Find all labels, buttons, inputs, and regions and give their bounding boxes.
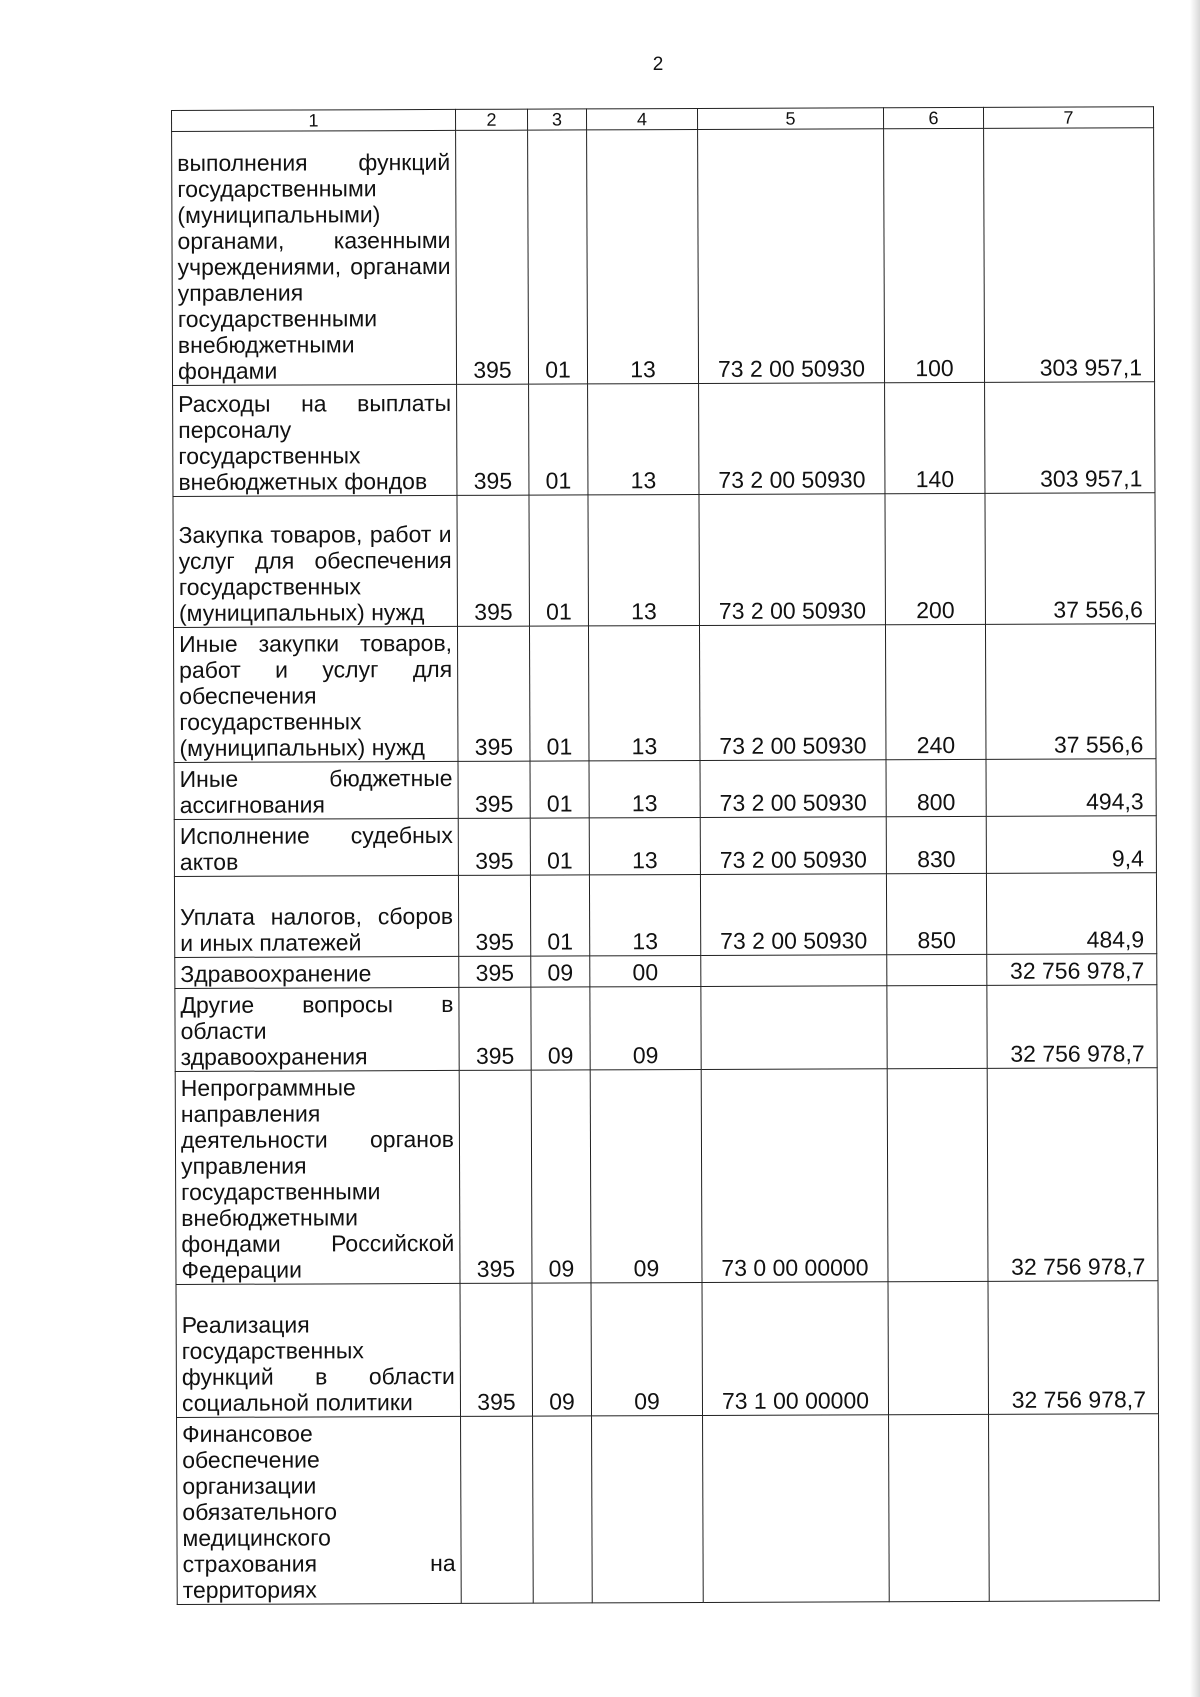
row-name: Исполнение судебных актов (174, 818, 458, 876)
cell-section: 01 (529, 626, 589, 761)
cell-subsection: 09 (591, 1282, 703, 1415)
row-name: Иные закупки товаров, работ и услуг для обеспечения государственных (муниципальных) нужд (173, 626, 458, 762)
cell-code (461, 1416, 534, 1603)
cell-expense-type: 850 (886, 873, 986, 954)
table-row (174, 873, 1156, 958)
table-row (173, 624, 1156, 763)
cell-target-article: 73 2 00 50930 (700, 874, 886, 956)
cell-amount: 32 756 978,7 (987, 954, 1157, 986)
cell-amount: 37 556,6 (985, 493, 1156, 625)
cell-target-article: 73 2 00 50930 (700, 817, 886, 875)
table-row (173, 382, 1155, 497)
cell-subsection: 13 (588, 625, 700, 760)
cell-section: 09 (531, 1070, 591, 1283)
cell-expense-type: 200 (885, 493, 986, 624)
cell-expense-type: 140 (885, 382, 985, 493)
cell-target-article: 73 2 00 50930 (700, 760, 886, 818)
cell-code: 395 (459, 956, 531, 987)
cell-amount: 9,4 (986, 816, 1156, 874)
table-row (174, 816, 1156, 877)
row-name: Закупка товаров, работ и услуг для обеспечения государственных (муниципальных) нужд (173, 495, 458, 627)
cell-target-article (701, 986, 887, 1070)
row-name: Реализация государственных функций в области социальной политики (176, 1283, 461, 1417)
row-name: Иные бюджетные ассигнования (174, 761, 458, 819)
column-header: 1 (172, 109, 456, 131)
table-row (174, 759, 1156, 820)
cell-expense-type: 240 (885, 624, 986, 759)
table-row (175, 1068, 1158, 1285)
cell-section: 01 (530, 875, 589, 956)
cell-amount: 32 756 978,7 (988, 1281, 1159, 1415)
cell-section: 01 (530, 818, 589, 875)
cell-subsection: 13 (588, 494, 700, 625)
cell-code: 395 (459, 1070, 532, 1283)
cell-section: 01 (529, 384, 588, 495)
cell-subsection: 13 (589, 817, 700, 874)
table-row (175, 985, 1157, 1072)
cell-code: 395 (457, 626, 530, 761)
cell-section: 01 (529, 495, 589, 626)
cell-amount (989, 1414, 1160, 1602)
cell-code: 395 (457, 384, 529, 495)
cell-subsection: 13 (588, 383, 699, 494)
cell-section: 01 (528, 130, 588, 384)
table-body (172, 107, 1160, 1605)
cell-expense-type (887, 985, 987, 1068)
cell-subsection (592, 1415, 704, 1602)
cell-code: 395 (458, 761, 530, 818)
cell-amount: 494,3 (986, 759, 1156, 817)
column-header: 2 (455, 109, 527, 130)
row-name: Уплата налогов, сборов и иных платежей (174, 875, 458, 957)
cell-expense-type (888, 1281, 989, 1414)
cell-expense-type: 830 (886, 816, 986, 873)
row-name: Здравоохранение (175, 956, 459, 988)
cell-subsection: 13 (589, 760, 700, 817)
cell-code: 395 (458, 875, 530, 956)
cell-target-article (701, 955, 887, 987)
cell-code: 395 (458, 818, 530, 875)
column-header: 7 (983, 107, 1153, 129)
row-name: Другие вопросы в области здравоохранения (175, 987, 459, 1071)
budget-table (171, 106, 1160, 1605)
column-header: 5 (697, 108, 883, 130)
cell-subsection: 13 (589, 874, 700, 955)
table-row (172, 128, 1155, 386)
cell-amount: 303 957,1 (985, 382, 1155, 494)
cell-target-article: 73 2 00 50930 (699, 625, 886, 761)
row-name: Расходы на выплаты персоналу государственных внебюджетных фондов (173, 384, 457, 496)
cell-expense-type (889, 1414, 990, 1601)
column-header: 6 (883, 107, 983, 128)
column-header: 3 (527, 109, 586, 130)
cell-target-article: 73 2 00 50930 (699, 383, 885, 495)
cell-section: 09 (531, 987, 590, 1070)
cell-expense-type: 800 (886, 759, 986, 816)
page-number: 2 (652, 54, 664, 75)
cell-amount: 484,9 (986, 873, 1156, 955)
table-row (175, 954, 1157, 989)
cell-subsection: 09 (590, 1069, 702, 1282)
cell-subsection: 13 (587, 129, 699, 383)
cell-code: 395 (459, 987, 531, 1070)
cell-amount: 37 556,6 (985, 624, 1156, 760)
cell-subsection: 09 (590, 986, 701, 1069)
cell-expense-type (887, 954, 987, 985)
cell-section (533, 1416, 593, 1603)
cell-amount: 32 756 978,7 (987, 1068, 1158, 1282)
cell-code: 395 (460, 1283, 533, 1416)
cell-target-article: 73 2 00 50930 (698, 129, 885, 384)
cell-expense-type: 100 (884, 128, 985, 382)
cell-amount: 303 957,1 (984, 128, 1155, 383)
cell-section: 09 (532, 1283, 592, 1416)
cell-code: 395 (456, 130, 529, 384)
cell-target-article: 73 1 00 00000 (702, 1282, 889, 1416)
table-row (177, 1414, 1160, 1605)
table-row (176, 1281, 1159, 1418)
cell-section: 01 (530, 761, 589, 818)
scan-edge (1190, 0, 1200, 1697)
row-name: Финансовое обеспечение организации обязательного медицинского страхования на территориях (177, 1416, 462, 1604)
cell-target-article (703, 1415, 890, 1603)
cell-target-article: 73 2 00 50930 (699, 494, 886, 626)
cell-subsection: 00 (590, 955, 701, 986)
cell-target-article: 73 0 00 00000 (701, 1069, 888, 1283)
cell-amount: 32 756 978,7 (987, 985, 1157, 1069)
row-name: выполнения функций государственными (муниципальными) органами, казенными учреждениями, органами управления государственными внебюджетными фондами (172, 130, 457, 385)
cell-section: 09 (531, 956, 590, 987)
row-name: Непрограммные направления деятельности органов управления государственными внебюджетными фондами Российской Федерации (175, 1070, 460, 1284)
column-header: 4 (586, 108, 697, 129)
cell-expense-type (887, 1068, 988, 1281)
cell-code: 395 (457, 495, 530, 626)
table-row (173, 493, 1155, 628)
